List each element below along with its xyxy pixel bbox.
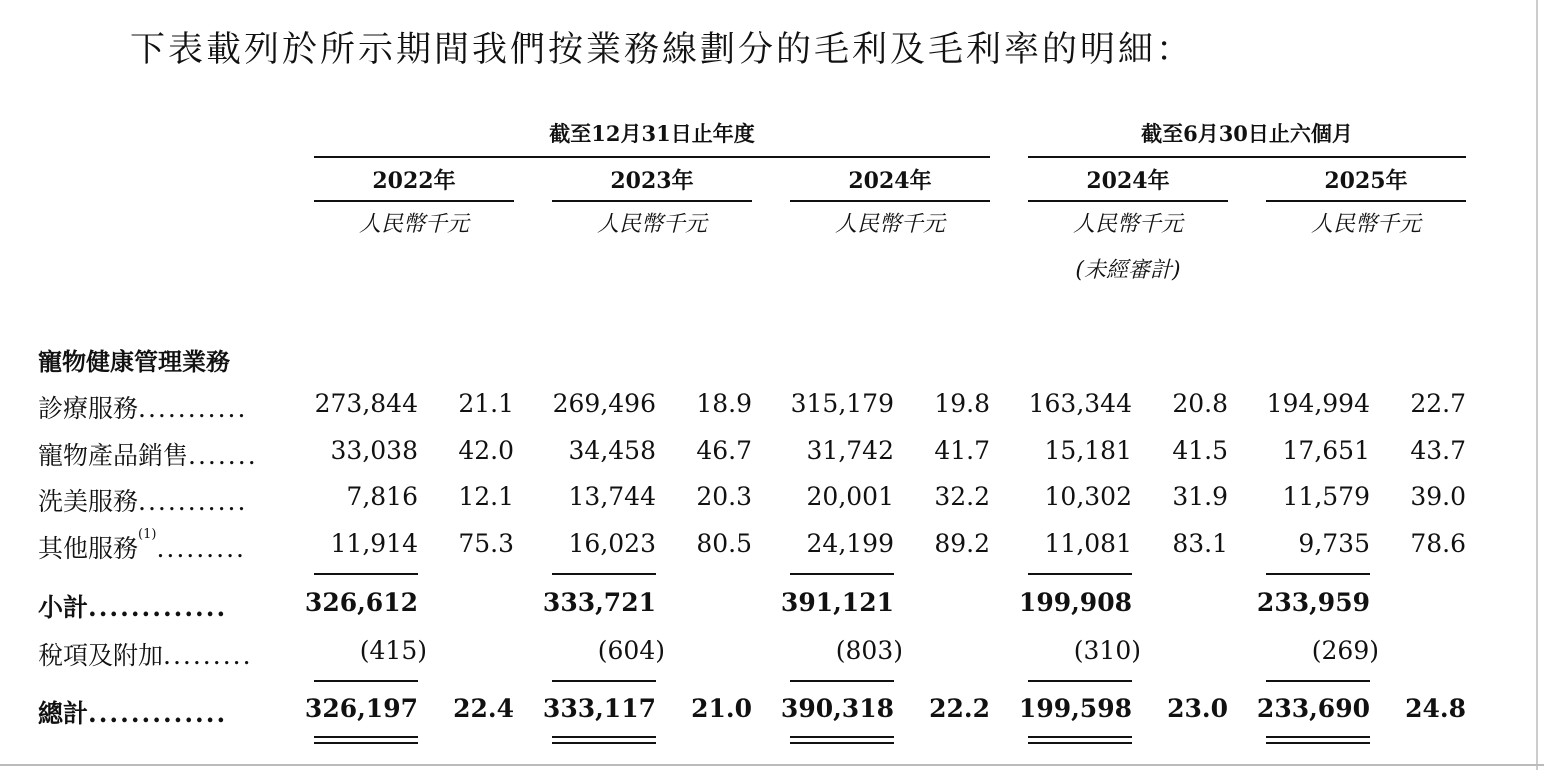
header-interim-rule (1028, 156, 1466, 158)
cell-amount: 13,744 (568, 482, 656, 511)
cell-amount: 194,994 (1266, 389, 1370, 418)
year-header-2024: 2024年 (848, 168, 932, 194)
cell-tax: (415) (359, 636, 427, 665)
double-rule-bottom (1266, 742, 1370, 744)
subtotal-rule (1028, 573, 1132, 575)
cell-amount: 9,735 (1298, 529, 1370, 558)
subtotal-rule (552, 573, 656, 575)
cell-margin: 75.3 (458, 529, 514, 558)
header-annual-period: 截至12月31日止年度 (549, 121, 755, 146)
double-rule-bottom (552, 742, 656, 744)
cell-margin: 20.3 (696, 482, 752, 511)
page-border-right (1536, 0, 1538, 770)
cell-amount: 11,579 (1282, 482, 1370, 511)
row-label-subtotal: 小計............. (38, 593, 228, 622)
cell-tax: (269) (1311, 636, 1379, 665)
subtotal-rule (790, 573, 894, 575)
year-header-2022: 2022年 (372, 168, 456, 194)
cell-amount: 11,081 (1044, 529, 1132, 558)
row-label-total: 總計............. (38, 699, 228, 728)
cell-tax: (803) (835, 636, 903, 665)
cell-margin: 80.5 (696, 529, 752, 558)
cell-total-margin: 23.0 (1167, 694, 1228, 723)
double-rule-bottom (314, 742, 418, 744)
cell-total-margin: 22.4 (453, 694, 514, 723)
cell-total-margin: 24.8 (1405, 694, 1466, 723)
cell-amount: 315,179 (790, 389, 894, 418)
unaudited-note: (未經審計) (1075, 258, 1181, 283)
cell-amount: 34,458 (568, 436, 656, 465)
double-rule-bottom (1028, 742, 1132, 744)
cell-margin: 46.7 (696, 436, 752, 465)
cell-amount: 11,914 (330, 529, 418, 558)
year-header-2025-interim: 2025年 (1324, 168, 1408, 194)
cell-margin: 41.5 (1172, 436, 1228, 465)
cell-margin: 89.2 (934, 529, 990, 558)
year-rule-2024-interim (1028, 200, 1228, 202)
year-header-2023: 2023年 (610, 168, 694, 194)
cell-margin: 31.9 (1172, 482, 1228, 511)
cell-margin: 18.9 (696, 389, 752, 418)
double-rule-bottom (790, 742, 894, 744)
unit-header-2022: 人民幣千元 (358, 212, 469, 237)
cell-margin: 21.1 (458, 389, 514, 418)
year-rule-2023 (552, 200, 752, 202)
subtotal-rule (1266, 573, 1370, 575)
year-rule-2022 (314, 200, 514, 202)
total-rule (314, 680, 418, 682)
subtotal-rule (314, 573, 418, 575)
header-annual-rule (314, 156, 990, 158)
double-rule-top (1266, 736, 1370, 738)
cell-amount: 163,344 (1028, 389, 1132, 418)
cell-subtotal: 391,121 (780, 588, 894, 617)
double-rule-top (314, 736, 418, 738)
cell-subtotal: 233,959 (1256, 588, 1370, 617)
cell-subtotal: 326,612 (304, 588, 418, 617)
row-label-consultation: 診療服務........... (38, 394, 248, 423)
year-rule-2024 (790, 200, 990, 202)
cell-amount: 273,844 (314, 389, 418, 418)
cell-amount: 269,496 (552, 389, 656, 418)
cell-total-margin: 22.2 (929, 694, 990, 723)
double-rule-top (790, 736, 894, 738)
cell-margin: 41.7 (934, 436, 990, 465)
page-border-bottom (0, 764, 1544, 766)
cell-total-amount: 199,598 (1018, 694, 1132, 723)
cell-total-amount: 390,318 (780, 694, 894, 723)
cell-margin: 22.7 (1410, 389, 1466, 418)
cell-total-amount: 326,197 (304, 694, 418, 723)
unit-header-2024: 人民幣千元 (834, 212, 945, 237)
year-rule-2025-interim (1266, 200, 1466, 202)
cell-margin: 83.1 (1172, 529, 1228, 558)
cell-amount: 24,199 (806, 529, 894, 558)
cell-subtotal: 199,908 (1018, 588, 1132, 617)
unit-header-2025-interim: 人民幣千元 (1310, 212, 1421, 237)
cell-amount: 31,742 (806, 436, 894, 465)
cell-amount: 10,302 (1044, 482, 1132, 511)
cell-amount: 15,181 (1044, 436, 1132, 465)
cell-margin: 12.1 (458, 482, 514, 511)
section-title: 寵物健康管理業務 (38, 347, 230, 376)
cell-margin: 19.8 (934, 389, 990, 418)
year-header-2024-interim: 2024年 (1086, 168, 1170, 194)
row-label-product-sales: 寵物產品銷售....... (38, 441, 258, 470)
cell-margin: 43.7 (1410, 436, 1466, 465)
total-rule (790, 680, 894, 682)
cell-amount: 16,023 (568, 529, 656, 558)
cell-margin: 32.2 (934, 482, 990, 511)
row-label-tax: 稅項及附加......... (38, 641, 253, 670)
cell-margin: 42.0 (458, 436, 514, 465)
cell-amount: 7,816 (346, 482, 418, 511)
intro-text: 下表載列於所示期間我們按業務線劃分的毛利及毛利率的明細： (130, 30, 1195, 70)
double-rule-top (552, 736, 656, 738)
total-rule (1028, 680, 1132, 682)
cell-margin: 78.6 (1410, 529, 1466, 558)
cell-amount: 33,038 (330, 436, 418, 465)
cell-tax: (310) (1073, 636, 1141, 665)
double-rule-top (1028, 736, 1132, 738)
cell-amount: 20,001 (806, 482, 894, 511)
header-interim-period: 截至6月30日止六個月 (1141, 121, 1353, 146)
cell-total-amount: 233,690 (1256, 694, 1370, 723)
cell-margin: 39.0 (1410, 482, 1466, 511)
unit-header-2023: 人民幣千元 (596, 212, 707, 237)
cell-total-margin: 21.0 (691, 694, 752, 723)
cell-tax: (604) (597, 636, 665, 665)
cell-amount: 17,651 (1282, 436, 1370, 465)
cell-subtotal: 333,721 (542, 588, 656, 617)
footnote-marker: (1) (138, 527, 157, 542)
unit-header-2024-interim: 人民幣千元 (1072, 212, 1183, 237)
row-label-grooming: 洗美服務........... (38, 487, 248, 516)
cell-margin: 20.8 (1172, 389, 1228, 418)
cell-total-amount: 333,117 (542, 694, 656, 723)
total-rule (552, 680, 656, 682)
total-rule (1266, 680, 1370, 682)
row-label-other-services: 其他服務$^{(1)}$......... (38, 527, 246, 563)
